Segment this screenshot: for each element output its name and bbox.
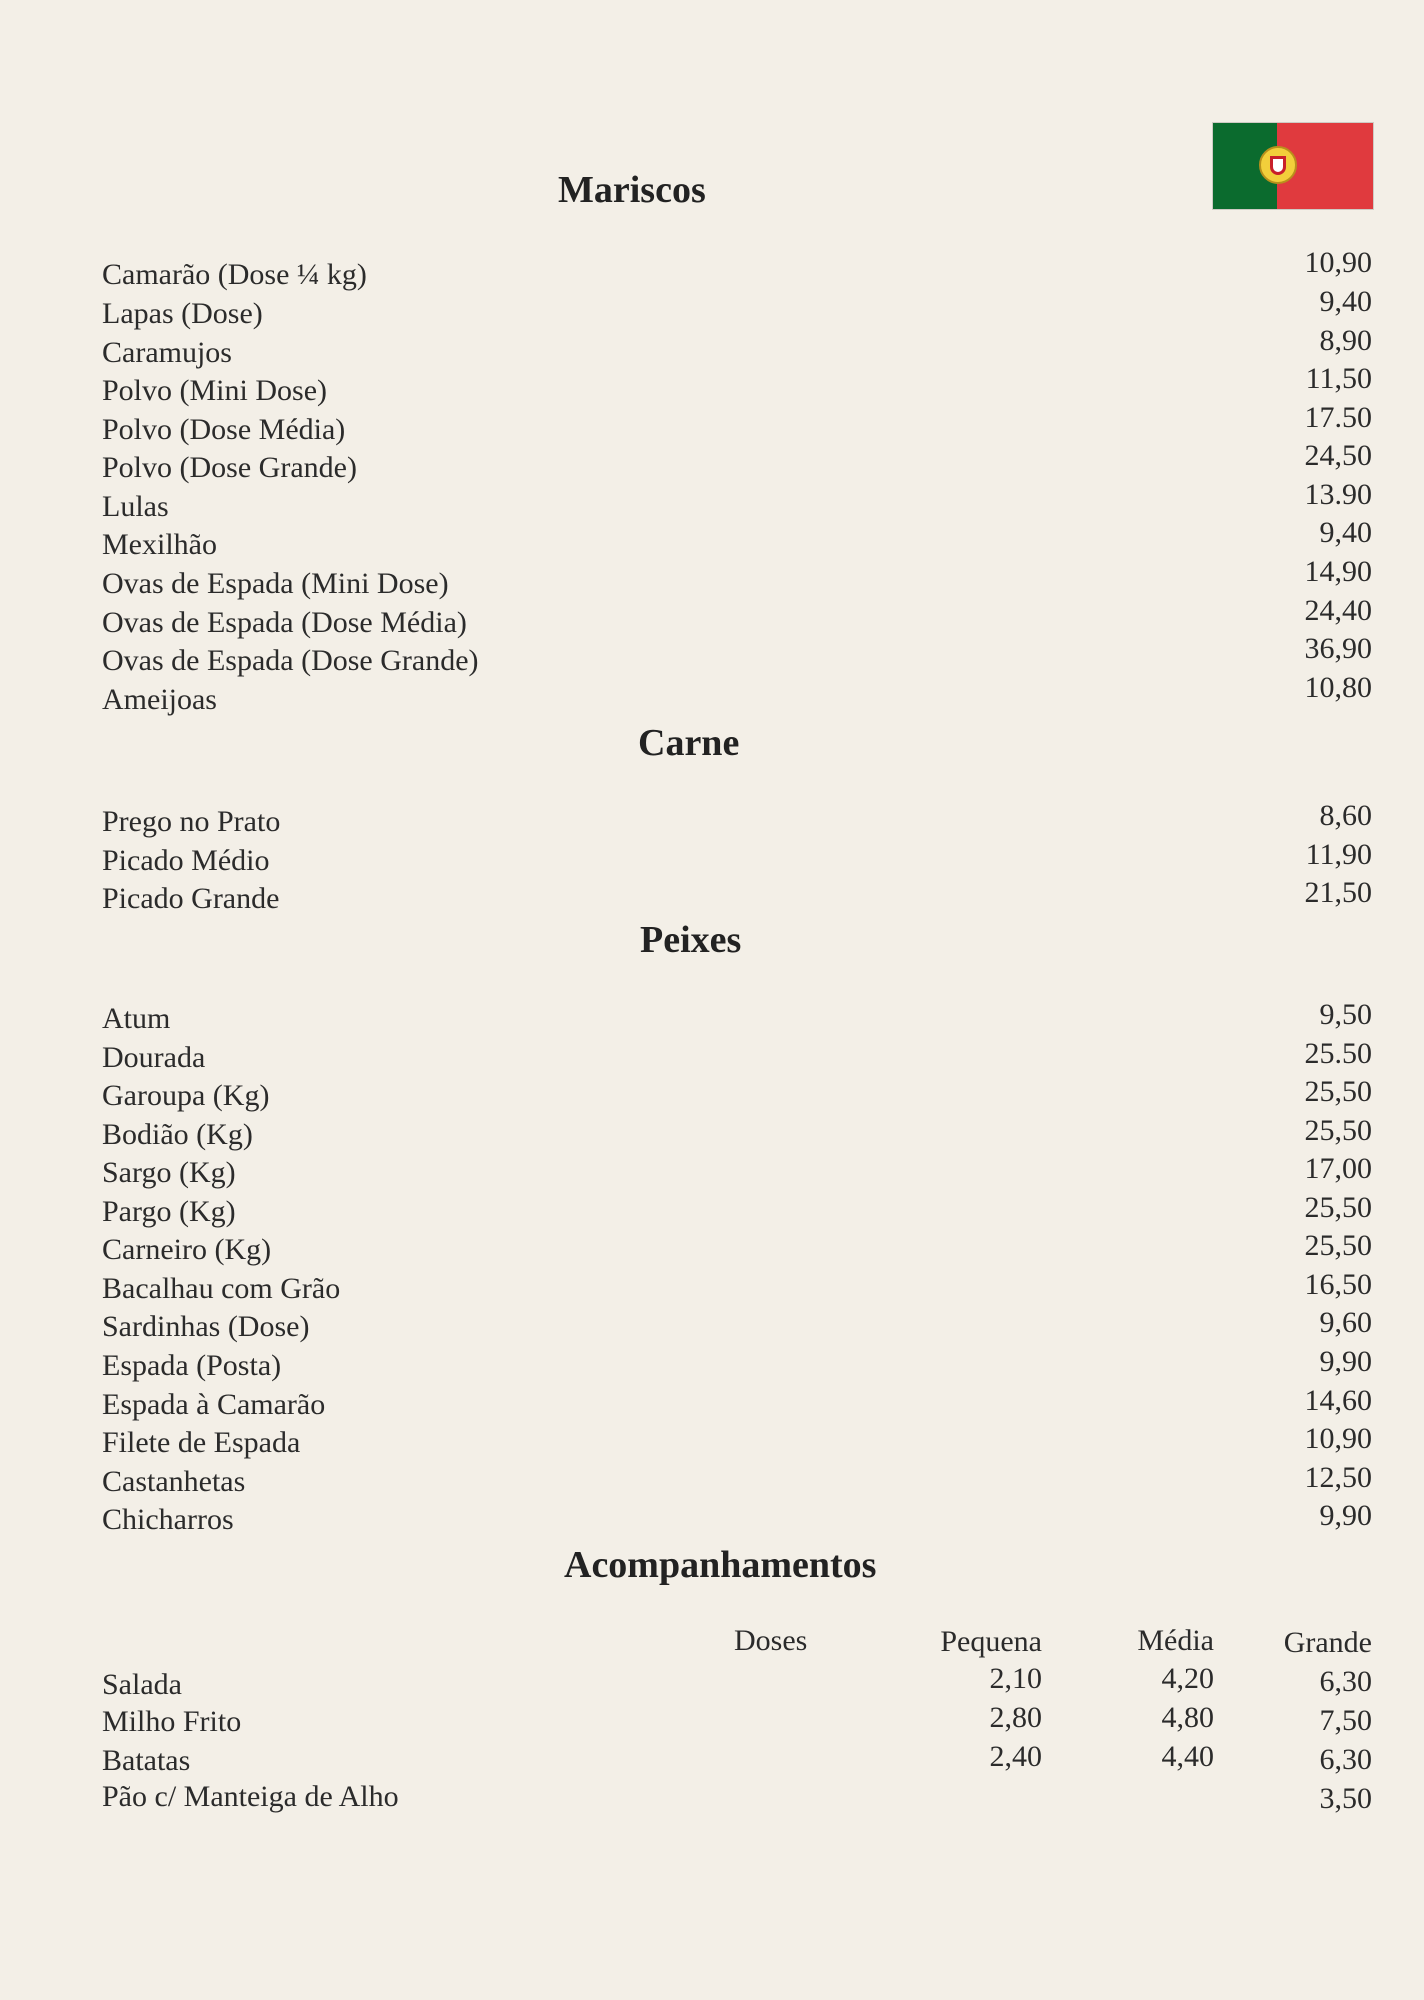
side-item-price-media: 4,80 <box>1161 1701 1214 1734</box>
column-header-media: Média <box>1137 1624 1214 1657</box>
menu-item: Picado Médio 11,90 <box>102 838 1372 877</box>
menu-item: Polvo (Dose Grande) 24,50 <box>102 439 1372 484</box>
menu-item: Atum 9,50 <box>102 998 1372 1035</box>
menu-item: Lulas 13.90 <box>102 478 1372 523</box>
menu-item: Polvo (Dose Média) 17.50 <box>102 401 1372 446</box>
side-item-price-grande: 7,50 <box>1319 1704 1372 1737</box>
menu-item: Ameijoas 10,80 <box>102 671 1372 716</box>
side-item-price-media: 4,40 <box>1161 1740 1214 1773</box>
menu-item: Sargo (Kg) 17,00 <box>102 1152 1372 1189</box>
side-item-price-pequena: 2,80 <box>989 1701 1042 1734</box>
side-item-price-grande: 6,30 <box>1319 1743 1372 1776</box>
section-title-carne: Carne <box>638 722 740 764</box>
section-title-acompanhamentos: Acompanhamentos <box>564 1544 877 1586</box>
side-item-name: Salada <box>102 1668 182 1701</box>
menu-item: Camarão (Dose ¼ kg) 10,90 <box>102 246 1372 291</box>
menu-item: Ovas de Espada (Dose Grande) 36,90 <box>102 632 1372 677</box>
side-item-price-pequena: 2,10 <box>989 1662 1042 1695</box>
column-header-grande: Grande <box>1283 1626 1372 1659</box>
menu-item: Carneiro (Kg) 25,50 <box>102 1229 1372 1266</box>
menu-item: Polvo (Mini Dose) 11,50 <box>102 362 1372 407</box>
menu-item: Espada à Camarão 14,60 <box>102 1384 1372 1421</box>
side-item-name: Pão c/ Manteiga de Alho <box>102 1780 399 1813</box>
menu-item: Bacalhau com Grão 16,50 <box>102 1268 1372 1305</box>
side-item-price-grande: 3,50 <box>1319 1782 1372 1815</box>
menu-item: Ovas de Espada (Mini Dose) 14,90 <box>102 555 1372 600</box>
menu-item: Pargo (Kg) 25,50 <box>102 1191 1372 1228</box>
menu-item: Bodião (Kg) 25,50 <box>102 1114 1372 1151</box>
menu-item: Dourada 25.50 <box>102 1037 1372 1074</box>
menu-item: Ovas de Espada (Dose Média) 24,40 <box>102 594 1372 639</box>
menu-item: Caramujos 8,90 <box>102 324 1372 369</box>
side-item-name: Batatas <box>102 1744 191 1777</box>
column-header-pequena: Pequena <box>940 1625 1042 1658</box>
menu-item: Prego no Prato 8,60 <box>102 799 1372 838</box>
column-header-doses: Doses <box>734 1624 808 1657</box>
section-title-peixes: Peixes <box>640 919 742 961</box>
menu-item: Filete de Espada 10,90 <box>102 1422 1372 1459</box>
menu-item: Garoupa (Kg) 25,50 <box>102 1075 1372 1112</box>
menu-item: Espada (Posta) 9,90 <box>102 1345 1372 1382</box>
portugal-flag-icon <box>1213 123 1373 209</box>
menu-item: Picado Grande 21,50 <box>102 876 1372 915</box>
side-item-name: Milho Frito <box>102 1705 242 1738</box>
section-title-mariscos: Mariscos <box>558 169 706 211</box>
menu-item: Mexilhão 9,40 <box>102 516 1372 561</box>
menu-item: Chicharros 9,90 <box>102 1499 1372 1536</box>
menu-item: Lapas (Dose) 9,40 <box>102 285 1372 330</box>
menu-item: Castanhetas 12,50 <box>102 1461 1372 1498</box>
side-item-price-grande: 6,30 <box>1319 1665 1372 1698</box>
side-item-price-media: 4,20 <box>1161 1662 1214 1695</box>
side-item-price-pequena: 2,40 <box>989 1740 1042 1773</box>
menu-item: Sardinhas (Dose) 9,60 <box>102 1306 1372 1343</box>
